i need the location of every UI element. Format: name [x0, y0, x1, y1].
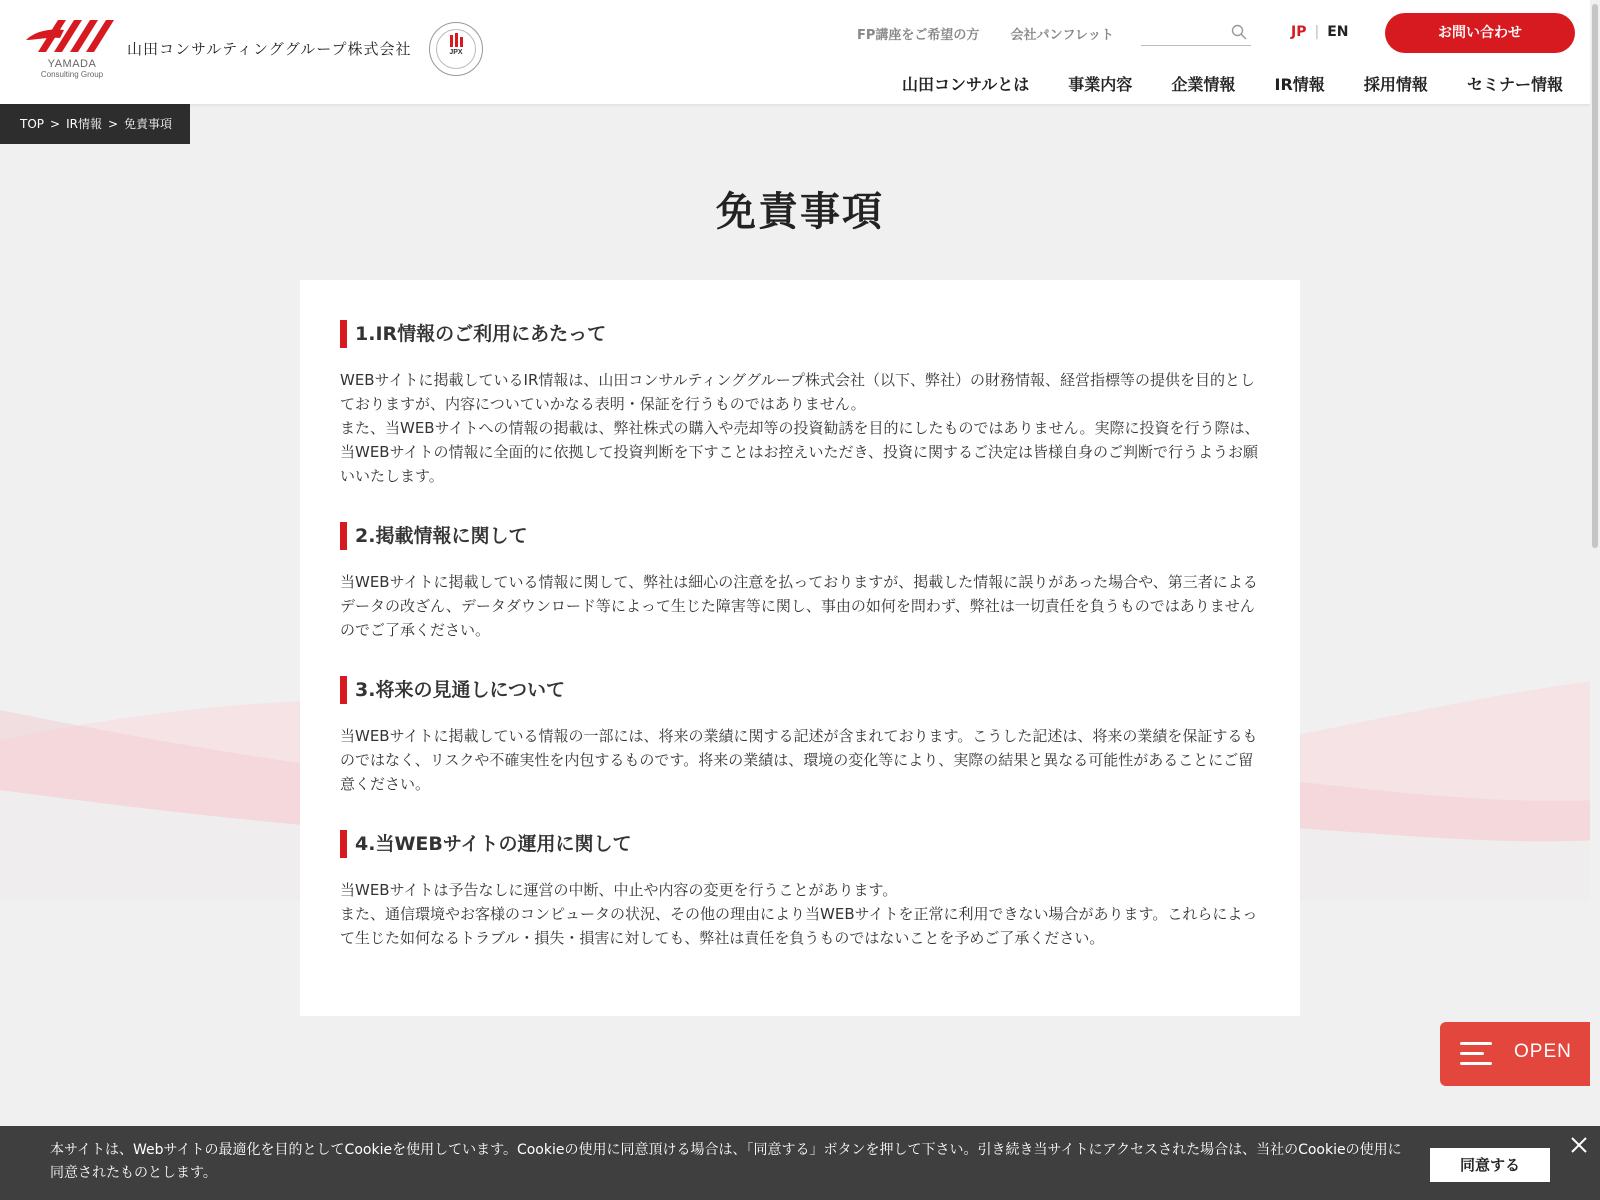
cookie-notice-text: 本サイトは、Webサイトの最適化を目的としてCookieを使用しています。Cookieの使用に同意頂ける場合は、「同意する」ボタンを押して下さい。引き続き当サイトにアクセスされた場合は、当社のCookieの使用に同意されたものとします。 [50, 1142, 1402, 1181]
search-input[interactable] [1141, 20, 1229, 44]
section-paragraph: 当WEBサイトに掲載している情報の一部には、将来の業績に関する記述が含まれております。こうした記述は、将来の業績を保証するものではなく、リスクや不確実性を内包するものです。将来の業績は、環境の変化等により、実際の結果と異なる可能性があることにご留意ください。 [340, 727, 1258, 793]
language-switcher [1291, 24, 1348, 40]
main-nav [902, 72, 1563, 95]
breadcrumb-ir[interactable]: IR情報 [66, 117, 102, 131]
disclaimer-card [300, 280, 1300, 1016]
fp-course-link[interactable]: FP講座をご希望の方 [857, 28, 980, 43]
cookie-agree-button[interactable]: 同意する [1430, 1148, 1550, 1182]
section-heading: 4.当WEBサイトの運用に関して [340, 830, 1260, 858]
page-title: 免責事項 [716, 189, 884, 235]
section-body [340, 724, 1260, 796]
logo-mark-icon [24, 18, 122, 58]
search-icon[interactable] [1231, 24, 1247, 40]
section-paragraph: 当WEBサイトは予告なしに運営の中断、中止や内容の変更を行うことがあります。 [340, 881, 898, 899]
brochure-link[interactable]: 会社パンフレット [1010, 28, 1114, 43]
jpx-mark-icon [430, 31, 482, 51]
section-heading: 1.IR情報のご利用にあたって [340, 320, 1260, 348]
logo-text: YAMADA [47, 58, 97, 70]
section-heading: 2.掲載情報に関して [340, 522, 1260, 550]
section-published-info [340, 522, 1260, 642]
section-outlook [340, 676, 1260, 796]
section-heading: 3.将来の見通しについて [340, 676, 1260, 704]
side-menu-label: OPEN [1514, 1041, 1572, 1062]
yamada-logo[interactable] [24, 18, 122, 80]
company-name[interactable]: 山田コンサルティンググループ株式会社 [127, 40, 412, 58]
nav-company[interactable]: 企業情報 [1171, 75, 1236, 94]
menu-icon [1460, 1042, 1492, 1066]
cookie-consent-bar [0, 1126, 1600, 1200]
section-body [340, 368, 1260, 488]
side-menu-open-button[interactable] [1440, 1022, 1600, 1086]
jpx-seal-icon [429, 22, 483, 76]
section-paragraph: WEBサイトに掲載しているIR情報は、山田コンサルティンググループ株式会社（以下、弊社）の財務情報、経営指標等の提供を目的としておりますが、内容についていかなる表明・保証を行うものではありません。 [340, 371, 1255, 413]
section-ir-usage [340, 320, 1260, 488]
lang-jp-link[interactable]: JP [1291, 24, 1307, 40]
jpx-label: JPX [449, 49, 463, 56]
scrollbar-thumb[interactable] [1592, 4, 1598, 548]
breadcrumb-current: 免責事項 [124, 117, 173, 131]
page-scrollbar[interactable] [1590, 0, 1600, 1200]
section-paragraph: また、通信環境やお客様のコンピュータの状況、その他の理由により当WEBサイトを正常に利用できない場合があります。これらによって生じた如何なるトラブル・損失・損害に対しても、弊社は責任を負うものではないことを予めご了承ください。 [340, 905, 1258, 947]
section-body [340, 570, 1260, 642]
utility-links [857, 24, 1140, 43]
nav-about[interactable]: 山田コンサルとは [902, 75, 1030, 94]
section-paragraph: 当WEBサイトに掲載している情報に関して、弊社は細心の注意を払っておりますが、掲載した情報に誤りがあった場合や、第三者によるデータの改ざん、データダウンロード等によって生じた障害等に関し、事由の如何を問わず、弊社は一切責任を負うものではありませんのでご了承ください。 [340, 573, 1258, 639]
logo-subtext: Consulting Group [40, 70, 104, 79]
nav-ir[interactable]: IR情報 [1274, 75, 1325, 94]
breadcrumb-separator: > [50, 117, 61, 131]
site-header [0, 0, 1600, 104]
lang-separator: | [1314, 24, 1320, 40]
nav-business[interactable]: 事業内容 [1068, 75, 1133, 94]
breadcrumb [0, 104, 190, 144]
search-box [1141, 18, 1251, 46]
contact-button[interactable]: お問い合わせ [1385, 13, 1575, 53]
nav-seminar[interactable]: セミナー情報 [1467, 75, 1564, 94]
breadcrumb-separator: > [107, 117, 119, 131]
breadcrumb-top[interactable]: TOP [20, 117, 45, 131]
close-icon[interactable] [1570, 1136, 1588, 1154]
lang-en-link[interactable]: EN [1327, 24, 1349, 40]
section-paragraph: また、当WEBサイトへの情報の掲載は、弊社株式の購入や売却等の投資勧誘を目的にしたものではありません。実際に投資を行う際は、当WEBサイトの情報に全面的に依拠して投資判断を下すことはお控えいただき、投資に関するご決定は皆様自身のご判断で行うようお願いいたします。 [340, 419, 1260, 485]
section-body [340, 878, 1260, 950]
section-site-operation [340, 830, 1260, 950]
nav-recruit[interactable]: 採用情報 [1363, 75, 1428, 94]
